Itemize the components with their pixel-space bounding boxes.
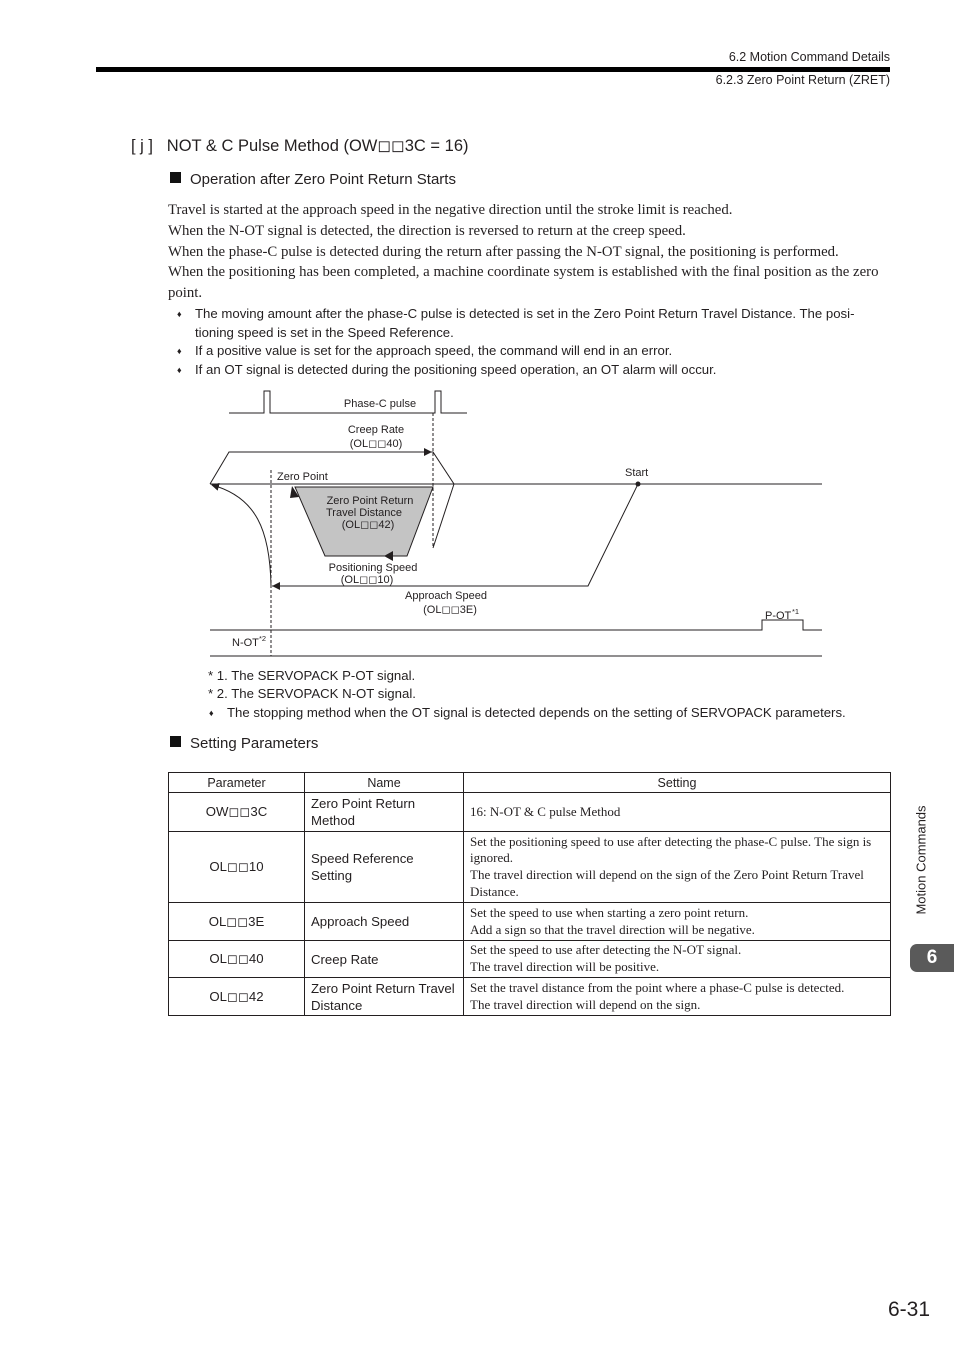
header-subsection: 6.2.3 Zero Point Return (ZRET): [715, 73, 890, 87]
setting-cell: [464, 793, 891, 832]
page-number: 6-31: [887, 1298, 930, 1321]
footnote-bullet: [208, 704, 888, 722]
p-ot-label: P-OT: [765, 610, 792, 622]
travel-distance-register: (OL◻◻42): [341, 519, 395, 531]
diamond-bullet-icon: ♦: [177, 309, 182, 319]
setting-text: Set the speed to use after detecting the N-OT signal.: [470, 942, 742, 958]
travel-distance-label-2: Travel Distance: [325, 507, 403, 519]
square-bullet-icon: [170, 172, 181, 183]
positioning-speed-register: (OL◻◻10): [340, 574, 394, 586]
table-row: [169, 793, 891, 832]
travel-distance-label-1: Zero Point Return: [326, 495, 414, 507]
param-cell: OW◻◻3C: [169, 793, 305, 832]
diagram-footnotes: [208, 667, 416, 703]
setting-cell: [464, 978, 891, 1016]
bullet-item: [176, 342, 888, 361]
p-ot-waveform: [210, 620, 822, 630]
name-cell: Creep Rate: [305, 941, 464, 978]
column-header-parameter: Parameter: [169, 773, 305, 793]
body-paragraph: When the N-OT signal is detected, the direction is reversed to return at the creep speed.: [168, 222, 686, 239]
bullet-text: If a positive value is set for the approach speed, the command will end in an error.: [195, 343, 673, 359]
table-row: [169, 903, 891, 941]
square-bullet-icon: [170, 736, 181, 747]
start-label: Start: [625, 467, 649, 479]
chapter-tab: 6: [910, 944, 954, 972]
n-ot-label: N-OT: [232, 637, 259, 649]
body-paragraph: When the phase-C pulse is detected during the return after passing the N-OT signal, the positioning is performed.: [168, 243, 839, 260]
chapter-side-label: [906, 790, 936, 930]
table-row: [169, 978, 891, 1016]
start-point-marker: [636, 482, 641, 487]
header-rule: [96, 67, 890, 72]
setting-cell: [464, 832, 891, 903]
param-cell: OL◻◻3E: [169, 903, 305, 941]
section-label: [ j ]: [131, 137, 154, 155]
body-paragraph: When the positioning has been completed, a machine coordinate system is established with the final position as the zero point.: [168, 264, 879, 302]
setting-text: The travel direction will depend on the sign of the Zero Point Return Travel Distance.: [470, 867, 864, 899]
setting-cell: [464, 941, 891, 978]
setting-text: Add a sign so that the travel direction will be negative.: [470, 921, 755, 937]
table-header-row: [169, 773, 891, 793]
chapter-side-text: Motion Commands: [913, 805, 929, 915]
param-cell: OL◻◻10: [169, 832, 305, 903]
zero-point-label: Zero Point: [277, 471, 328, 483]
setting-text: The travel direction will depend on the sign.: [470, 996, 701, 1012]
operation-body: [168, 200, 888, 304]
param-cell: OL◻◻42: [169, 978, 305, 1016]
footnote-2: * 2. The SERVOPACK N-OT signal.: [208, 686, 416, 701]
parameters-table: [168, 772, 891, 1016]
body-paragraph: Travel is started at the approach speed in the negative direction until the stroke limit is reached.: [168, 202, 733, 218]
column-header-name: Name: [305, 773, 464, 793]
setting-heading-text: Setting Parameters: [190, 735, 319, 752]
table-row: [169, 832, 891, 903]
diamond-bullet-icon: ♦: [209, 708, 214, 718]
setting-cell: [464, 903, 891, 941]
n-ot-superscript: *2: [259, 634, 267, 643]
diamond-bullet-icon: ♦: [177, 346, 182, 357]
phase-c-label: Phase-C pulse: [343, 398, 417, 410]
operation-heading: [170, 171, 456, 188]
bullet-text: The stopping method when the OT signal is detected depends on the setting of SERVOPACK parameters.: [227, 705, 846, 720]
name-cell: Approach Speed: [305, 903, 464, 941]
name-cell: Zero Point Return Travel Distance: [305, 978, 464, 1016]
decel-curve: [212, 485, 271, 586]
operation-bullets: [176, 305, 888, 379]
approach-speed-register: (OL◻◻3E): [423, 604, 477, 616]
setting-text: Set the travel distance from the point where a phase-C pulse is detected.: [470, 979, 845, 995]
setting-text: Set the speed to use when starting a zero point return.: [470, 904, 749, 920]
param-cell: OL◻◻40: [169, 941, 305, 978]
section-title-text: NOT & C Pulse Method (OW◻◻3C = 16): [166, 137, 469, 155]
positioning-speed-label: Positioning Speed: [328, 562, 418, 574]
creep-rate-register: (OL◻◻40): [349, 438, 403, 450]
setting-text: 16: N-OT & C pulse Method: [470, 803, 621, 819]
diamond-bullet-icon: ♦: [177, 364, 182, 375]
column-header-setting: Setting: [464, 773, 891, 793]
setting-text: The travel direction will be positive.: [470, 959, 660, 974]
section-title: [131, 136, 469, 156]
footnote-1: * 1. The SERVOPACK P-OT signal.: [208, 668, 416, 683]
zero-point-return-diagram: [0, 385, 954, 665]
setting-text: Set the positioning speed to use after detecting the phase-C pulse. The sign is ignored.: [470, 833, 872, 866]
approach-speed-label: Approach Speed: [405, 590, 487, 602]
table-row: [169, 941, 891, 978]
name-cell: Zero Point Return Method: [305, 793, 464, 832]
header-section: 6.2 Motion Command Details: [728, 50, 890, 64]
name-cell: Speed Reference Setting: [305, 832, 464, 903]
bullet-item: [208, 704, 888, 722]
bullet-item: [176, 361, 888, 380]
operation-heading-text: Operation after Zero Point Return Starts: [190, 171, 456, 188]
bullet-text: If an OT signal is detected during the positioning speed operation, an OT alarm will occur.: [195, 361, 717, 377]
creep-rate-label: Creep Rate: [347, 424, 405, 436]
p-ot-superscript: *1: [792, 607, 800, 616]
bullet-text: The moving amount after the phase-C pulse is detected is set in the Zero Point Return Travel Distance. The posi- tioning speed is set in the Speed Reference.: [195, 306, 855, 340]
setting-heading: [170, 735, 318, 752]
bullet-item: [176, 305, 888, 342]
